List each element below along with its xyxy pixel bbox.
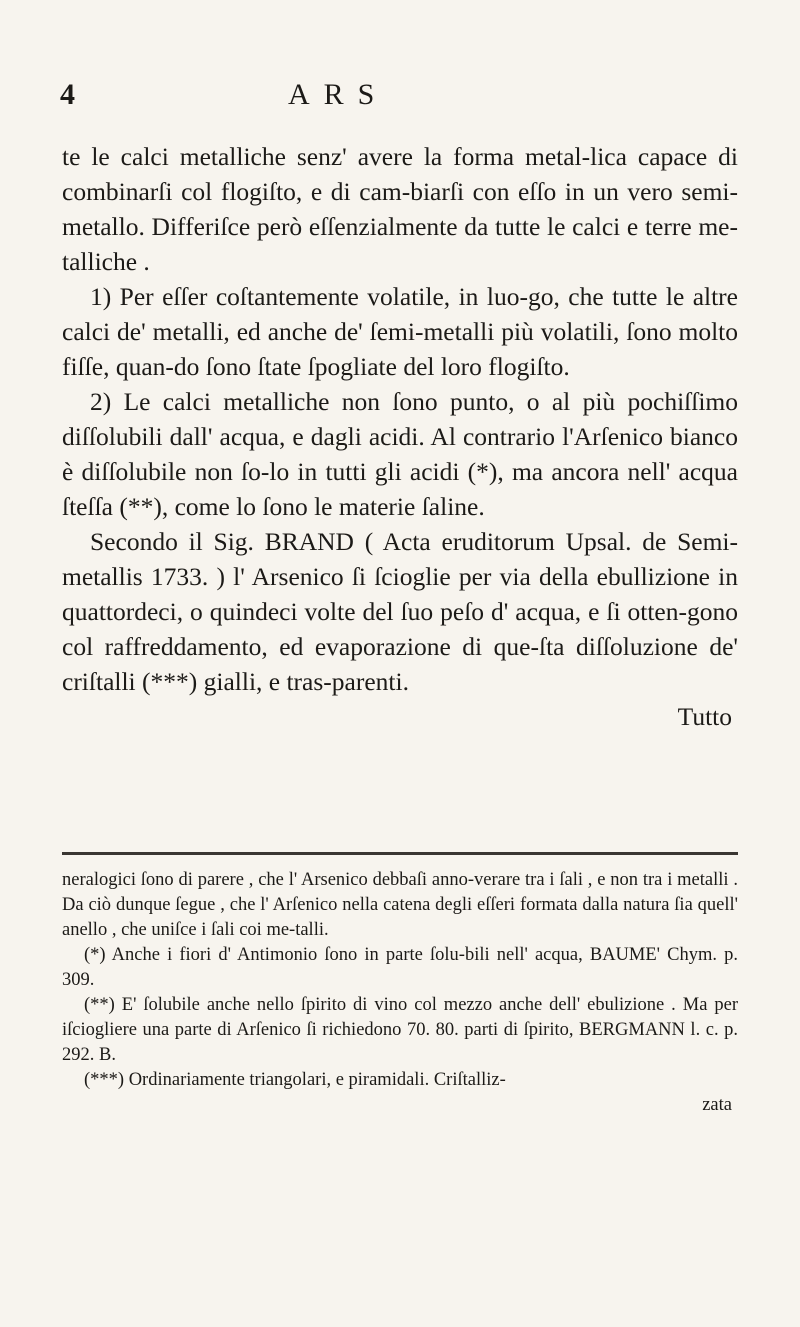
catchword: Tutto: [677, 702, 732, 731]
footnotes: [62, 868, 738, 1118]
paragraph-point-1: 1) Per eſſer coſtantemente volatile, in luo-go, che tutte le altre calci de' metalli, ed anche de' ſemi-metalli più volatili, ſono molto fiſſe, quan-do ſono ſtate ſpogliate del loro flogiſto.: [62, 282, 738, 381]
paragraph-point-2: 2) Le calci metalliche non ſono punto, o al più pochiſſimo diſſolubili dall' acqua, e dagli acidi. Al contrario l'Arſenico bianco è diſſolubile non ſo-lo in tutti gli acidi (*), ma ancora nell' acqua ſteſſa (**), come lo ſono le materie ſaline.: [62, 387, 738, 521]
paragraph-continuation: te le calci metalliche senz' avere la forma metal-lica capace di combinarſi col flogiſto, e di cam-biarſi con eſſo in un vero semi-metallo. Differiſce però eſſenzialmente da tutte le calci e terre me-talliche .: [62, 142, 738, 276]
footnote-2: (**) E' ſolubile anche nello ſpirito di vino col mezzo anche dell' ebulizione . Ma per iſciogliere una parte di Arſenico ſi richiedono 70. 80. parti di ſpirito, BERGMANN l. c. p. 292. B.: [62, 995, 738, 1065]
main-text: [62, 139, 738, 734]
running-head: ARS: [288, 78, 389, 111]
paragraph-brand: Secondo il Sig. BRAND ( Acta eruditorum Upsal. de Semi-metallis 1733. ) l' Arsenico ſi ſcioglie per via della ebullizione in quattordeci, o quindeci volte del ſuo peſo d' acqua, e ſi otten-gono col raffreddamento, ed evaporazione di que-ſta diſſoluzione de' criſtalli (***) gialli, e tras-parenti.: [62, 527, 738, 696]
page-header: [60, 78, 740, 118]
footnote-1: (*) Anche i fiori d' Antimonio ſono in parte ſolu-bili nell' acqua, BAUME' Chym. p. 309.: [62, 945, 738, 990]
footnote-catchword: zata: [702, 1095, 732, 1115]
footnote-divider: [62, 852, 738, 855]
page-number: 4: [60, 78, 75, 111]
footnote-3: (***) Ordinariamente triangolari, e piramidali. Criſtalliz-: [84, 1070, 506, 1090]
footnote-continuation: neralogici ſono di parere , che l' Arsenico debbaſi anno-verare tra i ſali , e non tra i metalli . Da ciò dunque ſegue , che l' Arſenico nella catena degli eſſeri formata dalla natura ſia quell' anello , che uniſce i ſali coi me-talli.: [62, 870, 738, 940]
